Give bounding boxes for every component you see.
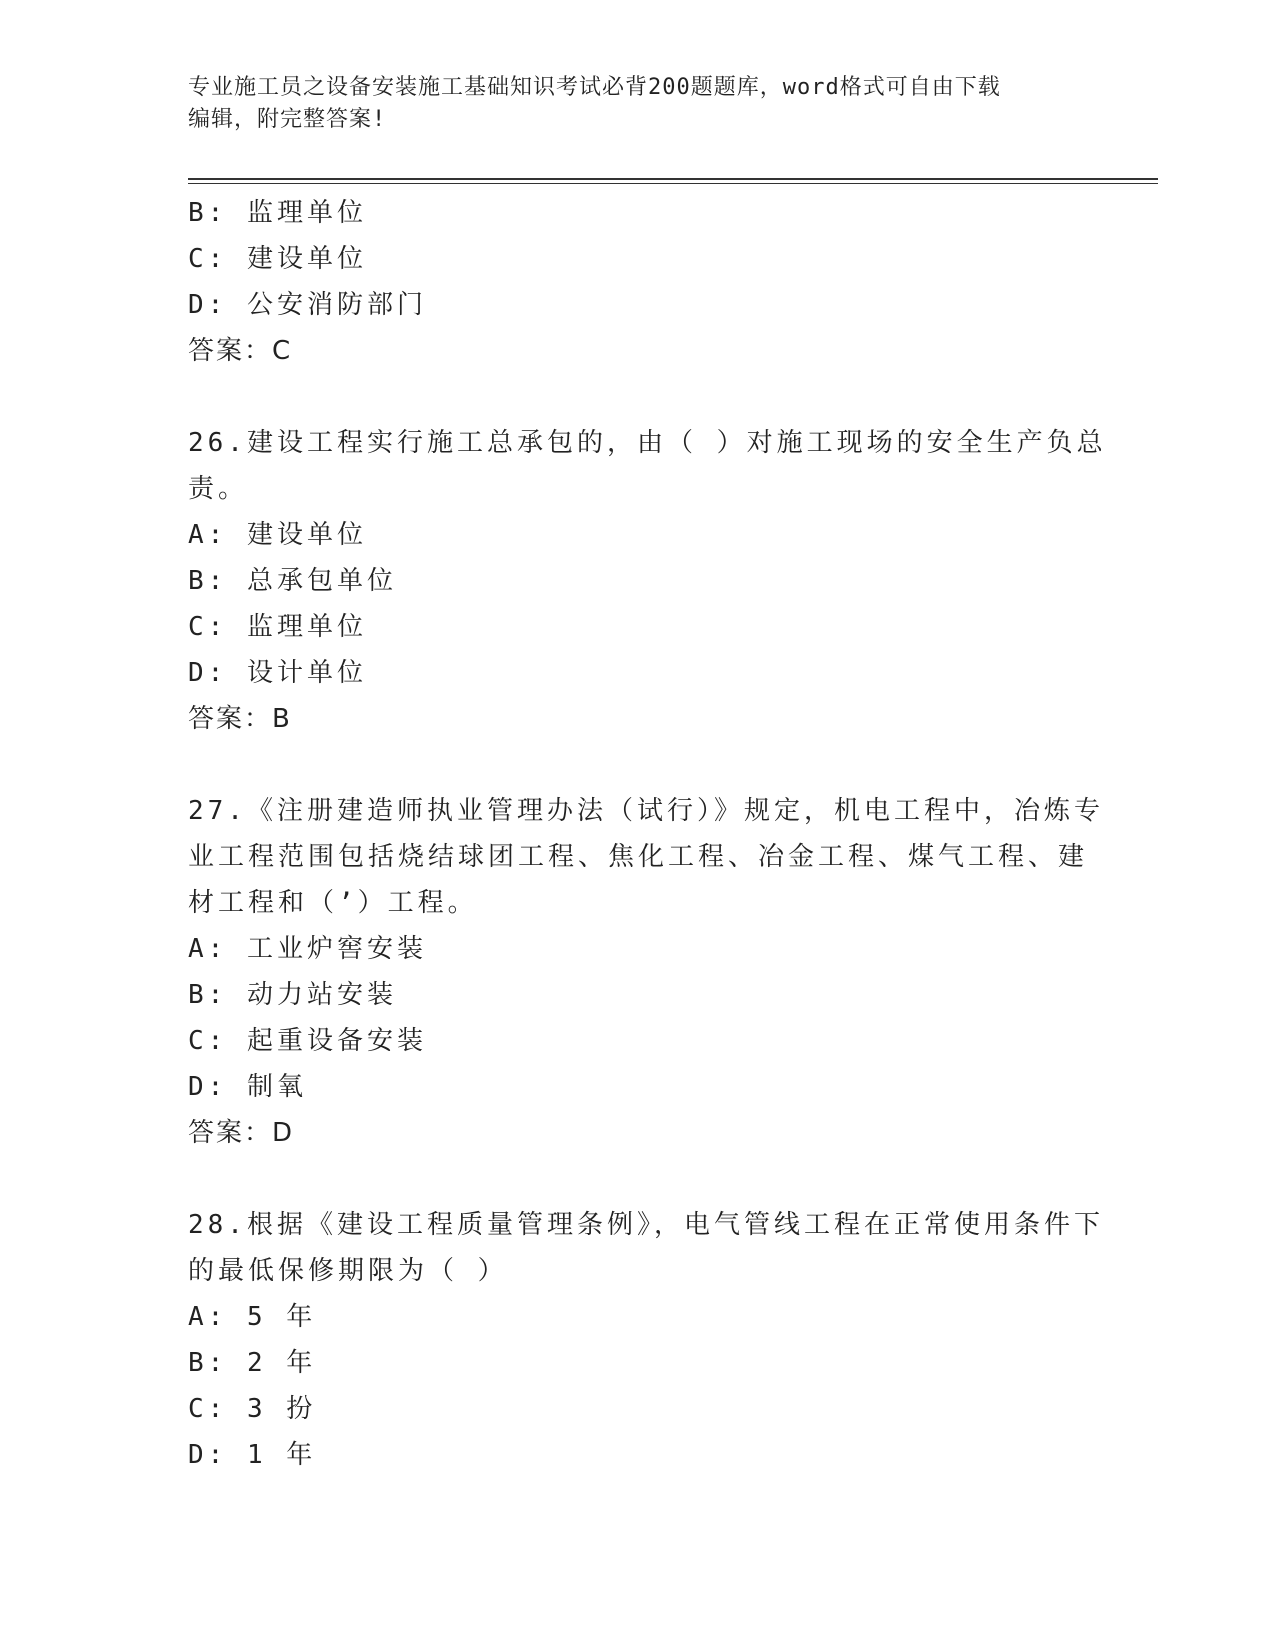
option-d: D: 制氧 xyxy=(188,1072,307,1102)
option-a: A: 5 年 xyxy=(188,1302,317,1332)
option-d: D: 公安消防部门 xyxy=(188,290,427,320)
option-b: B: 总承包单位 xyxy=(188,566,397,596)
header-line-1: 专业施工员之设备安装施工基础知识考试必背200题题库，word格式可自由下载 xyxy=(188,75,1001,100)
question-26 xyxy=(188,420,1107,742)
spacer xyxy=(188,1156,1088,1202)
question-text-line: 26.建设工程实行施工总承包的，由（ ）对施工现场的安全生产负总 xyxy=(188,428,1107,458)
header-rule-thin xyxy=(188,183,1158,184)
question-28 xyxy=(188,1202,1104,1478)
option-b: B: 动力站安装 xyxy=(188,980,397,1010)
question-text-line: 业工程范围包括烧结球团工程、焦化工程、冶金工程、煤气工程、建 xyxy=(188,842,1089,872)
question-27 xyxy=(188,788,1104,1156)
question-text-line: 28.根据《建设工程质量管理条例》，电气管线工程在正常使用条件下 xyxy=(188,1210,1104,1240)
option-a: A: 建设单位 xyxy=(188,520,367,550)
header-rule-thick xyxy=(188,178,1158,180)
option-b: B: 2 年 xyxy=(188,1348,317,1378)
option-a: A: 工业炉窖安装 xyxy=(188,934,427,964)
option-c: C: 起重设备安装 xyxy=(188,1026,427,1056)
option-c: C: 监理单位 xyxy=(188,612,367,642)
question-text-line: 材工程和（’）工程。 xyxy=(188,888,478,918)
answer-line: 答案：C xyxy=(188,336,293,366)
option-b: B: 监理单位 xyxy=(188,198,367,228)
spacer xyxy=(188,374,1088,420)
option-c: C: 3 扮 xyxy=(188,1394,317,1424)
answer-line: 答案：B xyxy=(188,704,292,734)
question-text-line: 的最低保修期限为（ ） xyxy=(188,1256,508,1286)
question-text-line: 27.《注册建造师执业管理办法（试行）》规定，机电工程中，冶炼专 xyxy=(188,796,1104,826)
option-d: D: 设计单位 xyxy=(188,658,367,688)
header-line-2: 编辑，附完整答案! xyxy=(188,107,387,132)
option-d: D: 1 年 xyxy=(188,1440,317,1470)
question-25 xyxy=(188,190,1088,374)
question-content xyxy=(188,190,1107,1478)
answer-line: 答案：D xyxy=(188,1118,295,1148)
option-c: C: 建设单位 xyxy=(188,244,367,274)
question-text-line: 责。 xyxy=(188,474,249,504)
spacer xyxy=(188,742,1088,788)
document-header xyxy=(188,72,1068,136)
